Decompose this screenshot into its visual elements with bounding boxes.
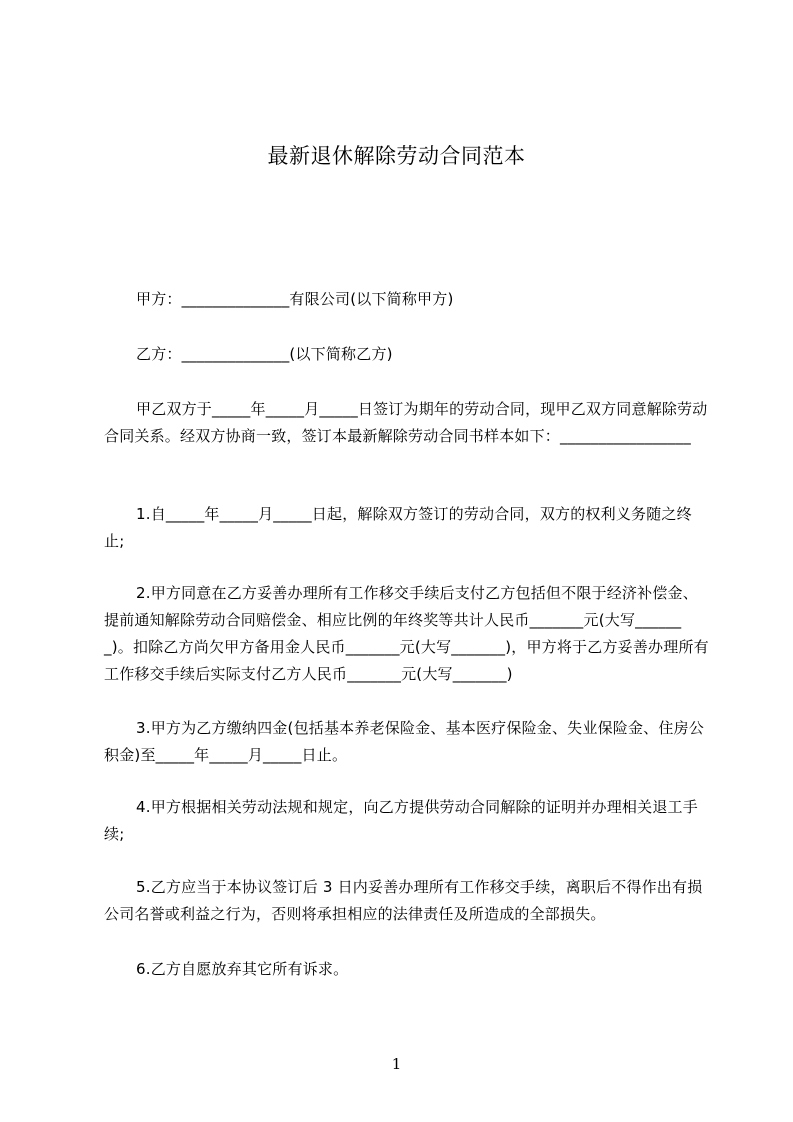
- intro-paragraph: 甲乙双方于_____年_____月_____日签订为期年的劳动合同，现甲乙双方同意解除劳动合同关系。经双方协商一致，签订本最新解除劳动合同书样本如下：_________________: [104, 400, 708, 445]
- clause-6: 6.乙方自愿放弃其它所有诉求。: [136, 960, 349, 978]
- clause-2: 2.甲方同意在乙方妥善办理所有工作移交手续后支付乙方包括但不限于经济补偿金、提前通知解除劳动合同赔偿金、相应比例的年终奖等共计人民币_______元(大写_______)。扣除乙方尚欠甲方备用金人民币_______元(大写_______)，甲方将于乙方妥善办理所有工作移交手续后实际支付乙方人民币_______元(大写_______): [104, 584, 709, 683]
- clause-5: 5.乙方应当于本协议签订后 3 日内妥善办理所有工作移交手续，离职后不得作出有损公司名誉或利益之行为，否则将承担相应的法律责任及所造成的全部损失。: [104, 878, 703, 923]
- document-title: 最新退休解除劳动合同范本: [267, 144, 526, 168]
- clause-3: 3.甲方为乙方缴纳四金(包括基本养老保险金、基本医疗保险金、失业保险金、住房公积金)至_____年_____月_____日止。: [104, 719, 704, 764]
- page-number: 1: [391, 1055, 402, 1073]
- party-b-line: 乙方：______________(以下简称乙方): [136, 345, 393, 363]
- clause-4: 4.甲方根据相关劳动法规和规定，向乙方提供劳动合同解除的证明并办理相关退工手续;: [104, 798, 698, 843]
- party-a-line: 甲方：______________有限公司(以下简称甲方): [136, 290, 454, 308]
- clause-1: 1.自_____年_____月_____日起，解除双方签订的劳动合同，双方的权利义务随之终止;: [104, 505, 692, 550]
